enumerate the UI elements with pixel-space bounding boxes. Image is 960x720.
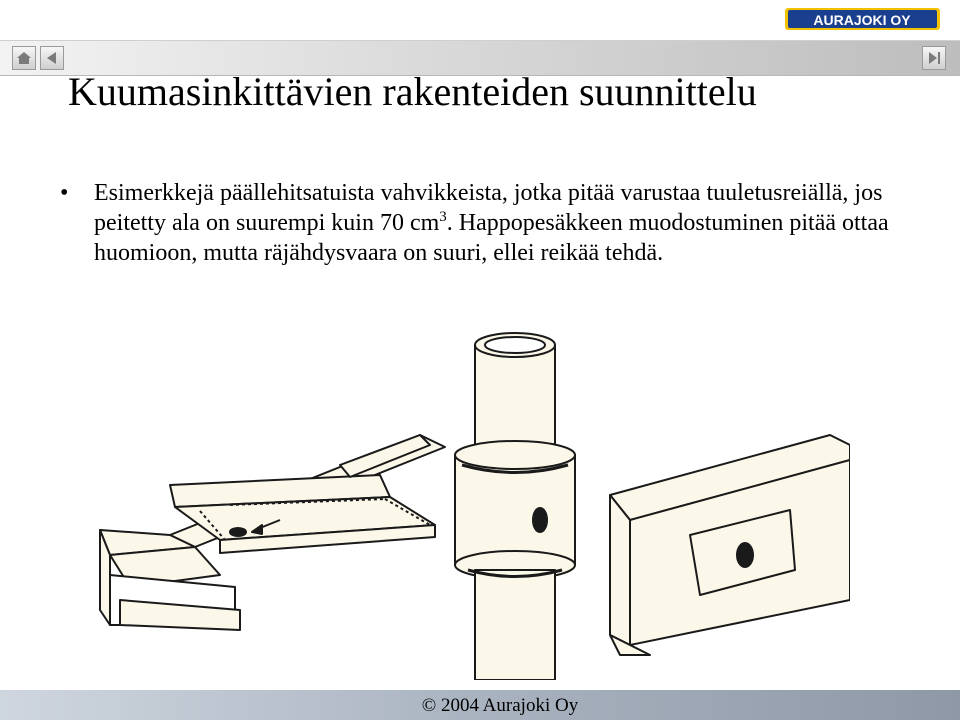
home-button[interactable] [12,46,36,70]
triangle-left-icon [44,50,60,66]
bullet-main-text: Esimerkkejä päällehitsatuista vahvikkeista, jotka pitää varustaa tuuletusreiällä, jos peitetty ala on suurempi kuin 70 cm [94,180,883,236]
bullet-list [56,178,916,316]
right-beam-drawing [610,435,850,655]
bullet-tail-text: . Happopesäkkeen muodostuminen pitää ottaa huomioon, mutta räjähdysvaara on suuri, ellei reikää tehdä. [94,210,889,266]
left-channel-drawing [100,435,445,630]
slide-title: Kuumasinkittävien rakenteiden suunnittelu [68,69,757,114]
reinforcement-illustration [90,325,850,680]
aurajoki-logo [785,4,940,34]
skip-end-icon [926,50,942,66]
end-slide-button[interactable] [922,46,946,70]
copyright-text: © 2004 Aurajoki Oy [421,695,579,716]
bullet-item [94,178,916,268]
previous-slide-button[interactable] [40,46,64,70]
logo-text: AURAJOKI OY [813,12,911,28]
home-icon [16,50,32,66]
bullet-superscript: 3 [439,209,447,225]
bullet-marker: • [60,180,69,206]
middle-tube-drawing [455,333,575,680]
